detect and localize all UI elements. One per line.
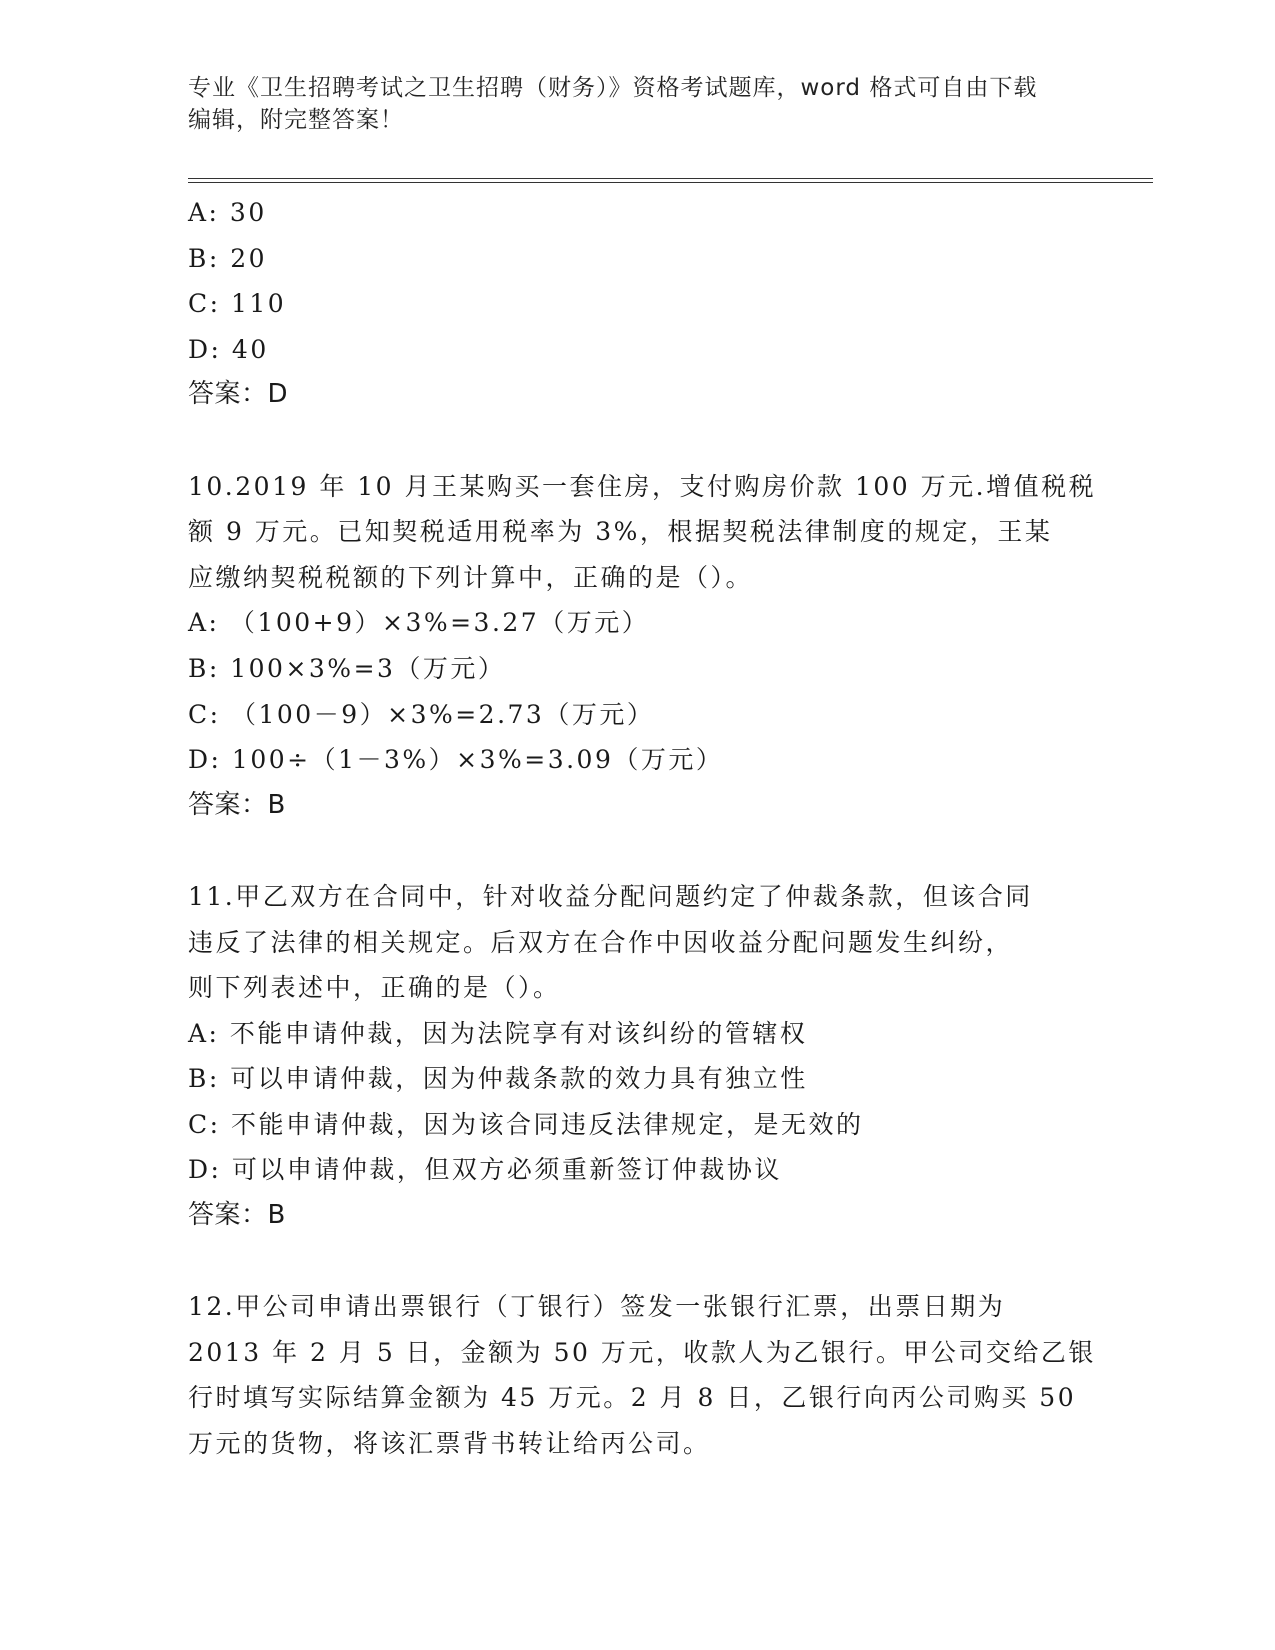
option-b: B: 可以申请仲裁，因为仲裁条款的效力具有独立性 <box>188 1064 808 1094</box>
option-b: B: 20 <box>188 243 268 273</box>
question-stem-line: 10.2019 年 10 月王某购买一套住房，支付购房价款 100 万元.增值税税 <box>188 471 1097 501</box>
header-rule-top <box>188 178 1153 179</box>
spacer <box>188 828 1088 874</box>
spacer <box>188 1239 1088 1285</box>
header-line-2: 编辑，附完整答案！ <box>188 107 404 133</box>
spacer <box>188 418 1088 464</box>
question-11 <box>188 874 1088 1239</box>
question-stem-line: 额 9 万元。已知契税适用税率为 3%，根据契税法律制度的规定，王某 <box>188 517 1053 547</box>
option-a: A: 30 <box>188 198 267 227</box>
question-stem-line: 11.甲乙双方在合同中，针对收益分配问题约定了仲裁条款，但该合同 <box>188 881 1033 911</box>
option-d: D: 可以申请仲裁，但双方必须重新签订仲裁协议 <box>188 1155 782 1185</box>
question-9 <box>188 190 1088 418</box>
option-d: D: 100÷（1－3%）×3%=3.09（万元） <box>188 745 724 775</box>
option-c: C: 不能申请仲裁，因为该合同违反法律规定，是无效的 <box>188 1109 864 1139</box>
question-stem-line: 行时填写实际结算金额为 45 万元。2 月 8 日，乙银行向丙公司购买 50 <box>188 1383 1077 1413</box>
option-d: D: 40 <box>188 334 269 364</box>
question-12 <box>188 1284 1096 1466</box>
question-stem-line: 12.甲公司申请出票银行（丁银行）签发一张银行汇票，出票日期为 <box>188 1292 1006 1322</box>
option-a: A: 不能申请仲裁，因为法院享有对该纠纷的管辖权 <box>188 1018 808 1048</box>
question-stem-line: 违反了法律的相关规定。后双方在合作中因收益分配问题发生纠纷， <box>188 927 1014 957</box>
question-list <box>188 190 1097 1467</box>
header-line-1: 专业《卫生招聘考试之卫生招聘（财务）》资格考试题库，word 格式可自由下载 <box>188 75 1038 101</box>
answer: 答案：B <box>188 789 286 820</box>
option-b: B: 100×3%=3（万元） <box>188 653 506 683</box>
option-c: C: （100－9）×3%=2.73（万元） <box>188 699 655 729</box>
answer: 答案：D <box>188 379 289 410</box>
question-10 <box>188 464 1097 829</box>
answer: 答案：B <box>188 1200 286 1231</box>
question-stem-line: 万元的货物，将该汇票背书转让给丙公司。 <box>188 1429 711 1459</box>
page-header <box>188 72 1088 136</box>
question-stem-line: 2013 年 2 月 5 日，金额为 50 万元，收款人为乙银行。甲公司交给乙银 <box>188 1337 1096 1367</box>
option-a: A: （100+9）×3%=3.27（万元） <box>188 608 650 638</box>
header-rule-bottom <box>188 182 1153 183</box>
option-c: C: 110 <box>188 289 287 319</box>
question-stem-line: 应缴纳契税税额的下列计算中，正确的是（）。 <box>188 562 754 592</box>
question-stem-line: 则下列表述中，正确的是（）。 <box>188 973 561 1003</box>
